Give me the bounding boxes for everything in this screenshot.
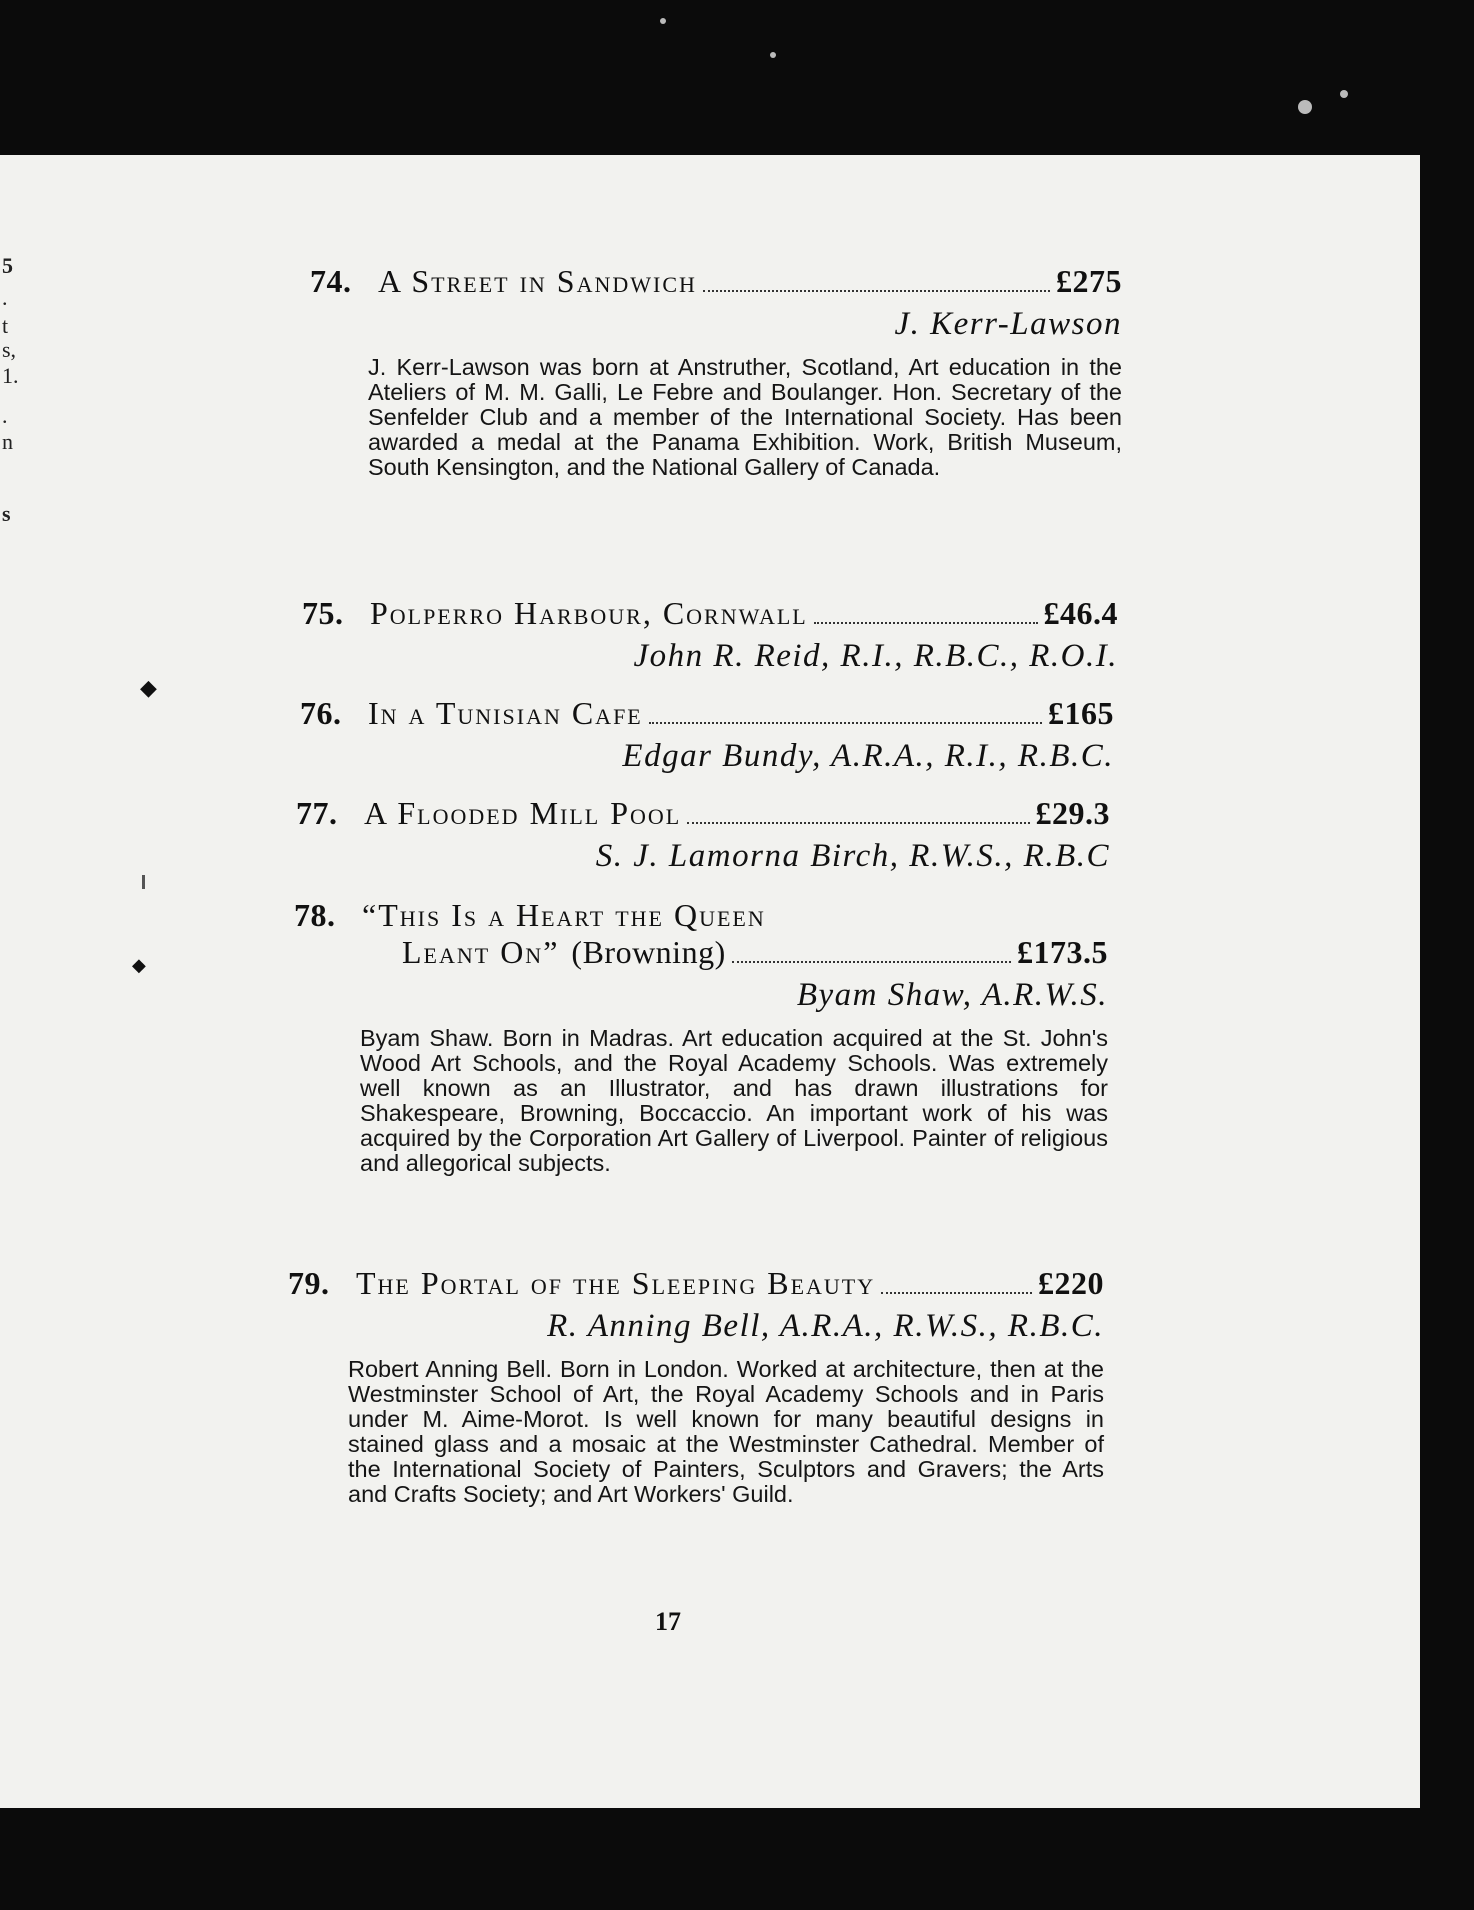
scan-speck [660,18,666,24]
page-number: 17 [655,1607,681,1636]
entry-price: £173.5 [1017,934,1108,970]
scan-border-right [1420,0,1474,1910]
dot-leader [649,722,1042,724]
entry-artist: S. J. Lamorna Birch, R.W.S., R.B.C [595,838,1110,874]
binding-hole-mark: ◆ [140,675,157,700]
entry-number: 74. [310,263,352,299]
entry-title: The Portal of the Sleeping Beauty [356,1265,876,1301]
entry-price: £46.4 [1043,595,1118,631]
entry-number: 76. [300,695,342,731]
dot-leader [703,290,1050,292]
entry-number: 79. [288,1265,330,1301]
catalogue-column [0,155,1420,1808]
scan-speck [1340,90,1348,98]
entry-heading [294,897,1108,934]
scan-speck [770,52,776,58]
dot-leader [687,822,1029,824]
catalogue-entry [294,897,1108,1176]
entry-heading [296,795,1110,832]
dot-leader [732,961,1011,963]
entry-title: A Street in Sandwich [378,263,697,299]
entry-number: 77. [296,795,338,831]
edge-fragment: s [2,501,11,526]
entry-title-continued: Leant On” [402,934,560,970]
dot-leader [881,1292,1032,1294]
edge-fragment: t [2,313,9,338]
edge-fragment: s, [2,337,17,362]
entry-heading [302,595,1118,632]
entry-number: 78. [294,897,336,933]
entry-price: £165 [1048,695,1114,731]
edge-fragment: 5 [2,253,13,278]
entry-artist: Edgar Bundy, A.R.A., R.I., R.B.C. [622,738,1114,774]
scan-speck [1298,100,1312,114]
edge-fragment: 1. [2,363,19,388]
entry-title: “This Is a Heart the Queen [362,897,766,933]
binding-hole-mark: ◆ [132,955,146,975]
entry-heading [300,695,1114,732]
entry-number: 75. [302,595,344,631]
entry-title: Polperro Harbour, Cornwall [370,595,808,631]
entry-artist: J. Kerr-Lawson [894,306,1122,342]
catalogue-entry [288,1265,1104,1507]
entry-title: In a Tunisian Cafe [368,695,643,731]
edge-fragment: . [2,403,8,428]
entry-biography: Robert Anning Bell. Born in London. Worked at architecture, then at the Westminster School of Art, the Royal Academy Schools and in Paris under M. Aime-Morot. Is well known for many beautiful designs in stained glass and a mosaic at the Westminster Cathedral. Member of the International Society of Painters, Sculptors and Gravers; the Arts and Crafts Society; and Art Workers' Guild. [348,1356,1104,1507]
entry-price: £275 [1056,263,1122,299]
document-page [0,155,1420,1808]
scan-border-bottom [0,1808,1474,1910]
entry-heading-continued [294,934,1108,971]
entry-biography: J. Kerr-Lawson was born at Anstruther, Scotland, Art education in the Ateliers of M. M. Galli, Le Febre and Boulanger. Hon. Secretary of the Senfelder Club and a member of the International Society. Has been awarded a medal at the Panama Exhibition. Work, British Museum, South Kensington, and the National Gallery of Canada. [368,354,1122,480]
entry-heading [310,263,1122,300]
entry-artist: R. Anning Bell, A.R.A., R.W.S., R.B.C. [547,1308,1104,1344]
catalogue-entry [302,595,1118,675]
entry-title: A Flooded Mill Pool [364,795,682,831]
dot-leader [814,622,1038,624]
entry-artist: John R. Reid, R.I., R.B.C., R.O.I. [633,638,1118,674]
catalogue-entry [300,695,1114,775]
edge-fragment: . [2,285,8,310]
entry-biography: Byam Shaw. Born in Madras. Art education acquired at the St. John's Wood Art Schools, and the Royal Academy Schools. Was extremely well known as an Illustrator, and has drawn illustrations for Shakespeare, Browning, Boccaccio. An important work of his was acquired by the Corporation Art Gallery of Liverpool. Painter of religious and allegorical subjects. [360,1025,1108,1176]
entry-heading [288,1265,1104,1302]
edge-fragment: n [2,429,13,454]
entry-price: £220 [1038,1265,1104,1301]
entry-price: £29.3 [1035,795,1110,831]
entry-artist: Byam Shaw, A.R.W.S. [796,977,1108,1013]
catalogue-entry [310,263,1122,480]
entry-title-suffix: (Browning) [571,934,726,970]
catalogue-entry [296,795,1110,875]
scan-border-top [0,0,1474,155]
